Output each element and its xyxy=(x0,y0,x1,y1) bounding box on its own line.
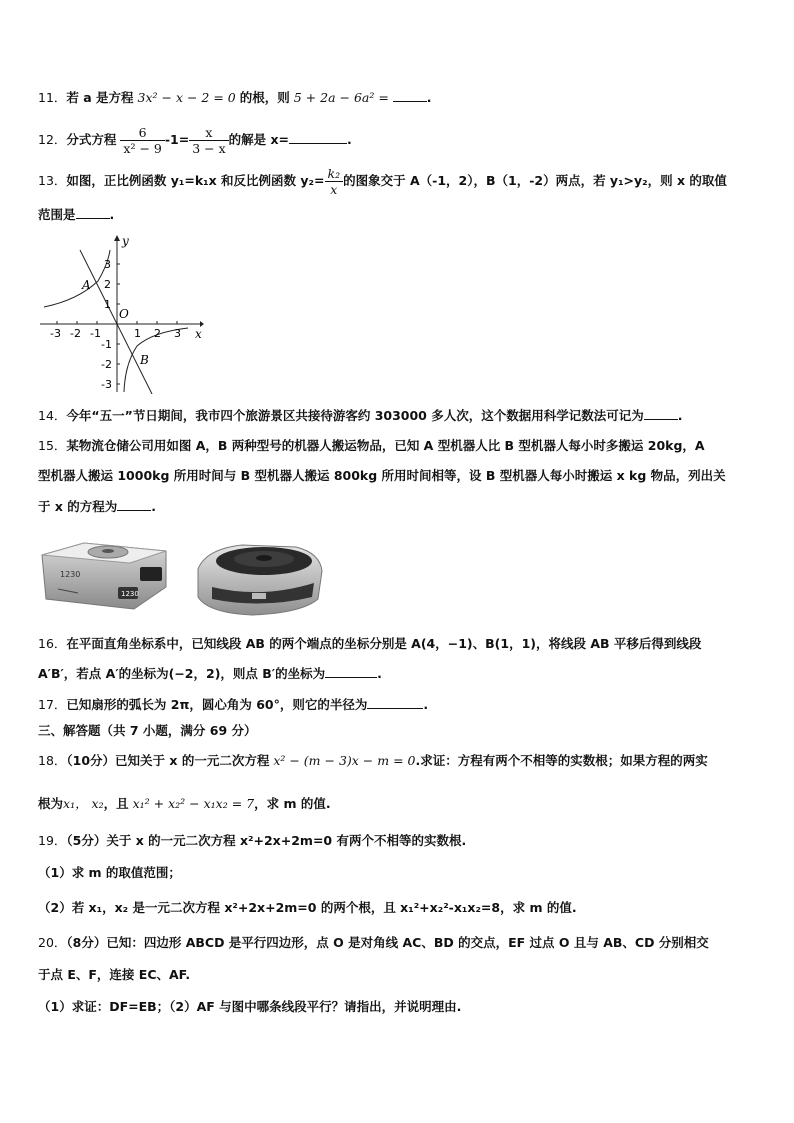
q12-end: . xyxy=(347,132,352,147)
q15-line1: 某物流仓储公司用如图 A，B 两种型号的机器人搬运物品，已知 A 型机器人比 B 型机器人每小时多搬运 20kg，A xyxy=(66,438,705,453)
q11-prefix: 若 a 是方程 xyxy=(66,90,134,105)
q18-condition: x₁² + x₂² − x₁x₂ = 7 xyxy=(132,796,255,811)
q12-suffix: 的解是 x= xyxy=(228,132,290,147)
q15-end: . xyxy=(151,499,157,514)
q14-number: 14． xyxy=(38,408,67,423)
q14-end: . xyxy=(677,408,683,423)
q18-number: 18． xyxy=(38,753,67,768)
fraction-numerator: 6 xyxy=(120,125,164,141)
robot-a-label: 1230 xyxy=(121,590,139,598)
y-tick-label: -1 xyxy=(101,338,112,351)
fraction-numerator: k₂ xyxy=(325,166,344,182)
robot-a-panel xyxy=(140,567,162,581)
q16-line2: A′B′，若点 A′的坐标为(−2，2)，则点 B′的坐标为 xyxy=(38,666,326,681)
robot-b-image xyxy=(192,537,326,617)
q18-line2c: ，求 m 的值. xyxy=(254,796,331,811)
origin-label: O xyxy=(119,307,129,321)
graph-svg xyxy=(38,234,204,394)
fraction-denominator: 3 − x xyxy=(192,141,226,156)
q16-end: . xyxy=(377,666,382,681)
q13-number: 13． xyxy=(38,173,67,188)
q20-line1: （8分）已知：四边形 ABCD 是平行四边形，点 O 是对角线 AC、BD 的交点，EF 过点 O 且与 AB、CD 分别相交 xyxy=(66,935,709,950)
question-15 xyxy=(38,437,705,455)
question-12 xyxy=(38,123,352,157)
q14-text: 今年“五一”节日期间，我市四个旅游景区共接待游客约 303000 多人次，这个数据用科学记数法可记为 xyxy=(66,408,644,423)
x-tick-label: -1 xyxy=(90,327,101,340)
x-tick-label: -3 xyxy=(50,327,61,340)
question-20 xyxy=(38,934,709,952)
point-b-label: B xyxy=(140,353,149,367)
answer-blank xyxy=(367,696,423,709)
question-16 xyxy=(38,635,701,653)
section-heading: 三、解答题（共 7 小题，满分 69 分） xyxy=(38,723,257,738)
q11-mid: 的根，则 xyxy=(239,90,290,105)
q12-mid: -1= xyxy=(164,132,190,147)
answer-blank xyxy=(117,498,151,511)
x-tick-label: 3 xyxy=(174,327,181,340)
function-graph xyxy=(38,234,204,394)
q19-line1: （5分）关于 x 的一元二次方程 x²+2x+2m=0 有两个不相等的实数根. xyxy=(66,833,467,848)
question-18-line2 xyxy=(38,795,331,813)
y-tick-label: -3 xyxy=(101,378,112,391)
answer-blank xyxy=(289,131,347,144)
q11-end: . xyxy=(426,90,432,105)
question-19-part1: （1）求 m 的取值范围； xyxy=(38,865,181,880)
robot-a-side-label: 1230 xyxy=(60,570,81,579)
q12-number: 12． xyxy=(38,132,67,147)
q17-text: 已知扇形的弧长为 2π，圆心角为 60°，则它的半径为 xyxy=(66,697,368,712)
y-tick-label: -2 xyxy=(101,358,112,371)
fraction-k2-over-x xyxy=(325,166,344,197)
hyperbola-upper-left xyxy=(44,250,110,307)
question-14 xyxy=(38,407,682,425)
fraction-x-over-3-x xyxy=(189,125,228,156)
q13-line1b: 的图象交于 A（-1，2），B（1，-2）两点，若 y₁>y₂，则 x 的取值 xyxy=(343,173,727,188)
robot-b-svg xyxy=(192,537,326,617)
q11-number: 11． xyxy=(38,90,67,105)
answer-blank xyxy=(393,89,427,102)
answer-blank xyxy=(325,665,377,678)
y-tick-label: 3 xyxy=(104,258,111,271)
question-18 xyxy=(38,752,708,770)
fraction-6-over-x2-9 xyxy=(120,125,164,156)
fraction-numerator: x xyxy=(189,125,228,141)
q20-number: 20． xyxy=(38,935,67,950)
q18-equation: x² − (m − 3)x − m = 0 xyxy=(273,753,416,768)
q13-line1a: 如图，正比例函数 y₁=k₁x 和反比例函数 y₂= xyxy=(66,173,325,188)
question-13-line2 xyxy=(38,206,114,224)
q18-roots: x₁， x₂ xyxy=(63,796,104,811)
question-19-part2: （2）若 x₁，x₂ 是一元二次方程 x²+2x+2m=0 的两个根，且 x₁²+x₂²-x₁x₂=8，求 m 的值. xyxy=(38,900,577,915)
x-tick-label: 1 xyxy=(134,327,141,340)
y-axis-label: y xyxy=(122,234,129,248)
question-16-line2 xyxy=(38,665,382,683)
robot-b-center xyxy=(256,555,272,561)
robot-a-center xyxy=(102,549,114,553)
q15-line3: 于 x 的方程为 xyxy=(38,499,118,514)
question-19 xyxy=(38,832,466,850)
q13-line2: 范围是 xyxy=(38,207,76,222)
question-15-line2 xyxy=(38,467,726,485)
q15-number: 15． xyxy=(38,438,67,453)
question-11 xyxy=(38,89,432,107)
fraction-denominator: x² − 9 xyxy=(123,141,162,156)
fraction-denominator: x xyxy=(330,182,338,197)
q11-equation: 3x² − x − 2 = 0 xyxy=(137,90,236,105)
q12-prefix: 分式方程 xyxy=(66,132,117,147)
q18-line1a: （10分）已知关于 x 的一元二次方程 xyxy=(66,753,270,768)
answer-blank xyxy=(644,407,678,420)
q17-end: . xyxy=(423,697,429,712)
q13-end: . xyxy=(109,207,115,222)
q18-line1b: .求证：方程有两个不相等的实数根；如果方程的两实 xyxy=(415,753,708,768)
q15-line2: 型机器人搬运 1000kg 所用时间与 B 型机器人搬运 800kg 所用时间相等，设 B 型机器人每小时搬运 x kg 物品，列出关 xyxy=(38,468,726,483)
answer-blank xyxy=(76,206,110,219)
q11-expression: 5 + 2a − 6a² = xyxy=(293,90,389,105)
question-17 xyxy=(38,696,428,714)
q19-number: 19． xyxy=(38,833,67,848)
question-20-line3: （1）求证：DF=EB；（2）AF 与图中哪条线段平行？请指出，并说明理由. xyxy=(38,999,462,1014)
q18-line2a: 根为 xyxy=(38,796,64,811)
point-a-label: A xyxy=(82,278,91,292)
q16-line1: 在平面直角坐标系中，已知线段 AB 的两个端点的坐标分别是 A(4，−1)、B(1，1)，将线段 AB 平移后得到线段 xyxy=(66,636,702,651)
y-axis-arrow xyxy=(114,235,120,241)
q16-number: 16． xyxy=(38,636,67,651)
robot-b-sensor xyxy=(252,593,266,599)
x-tick-label: -2 xyxy=(70,327,81,340)
q18-line2b: ，且 xyxy=(103,796,129,811)
y-tick-label: 1 xyxy=(104,298,111,311)
robot-a-image xyxy=(38,537,170,617)
x-tick-label: 2 xyxy=(154,327,161,340)
y-tick-label: 2 xyxy=(104,278,111,291)
question-20-line2: 于点 E、F，连接 EC、AF. xyxy=(38,967,191,982)
robot-a-svg xyxy=(38,537,170,617)
question-15-line3 xyxy=(38,498,156,516)
q17-number: 17． xyxy=(38,697,67,712)
x-axis-label: x xyxy=(195,327,202,341)
question-13 xyxy=(38,166,727,197)
